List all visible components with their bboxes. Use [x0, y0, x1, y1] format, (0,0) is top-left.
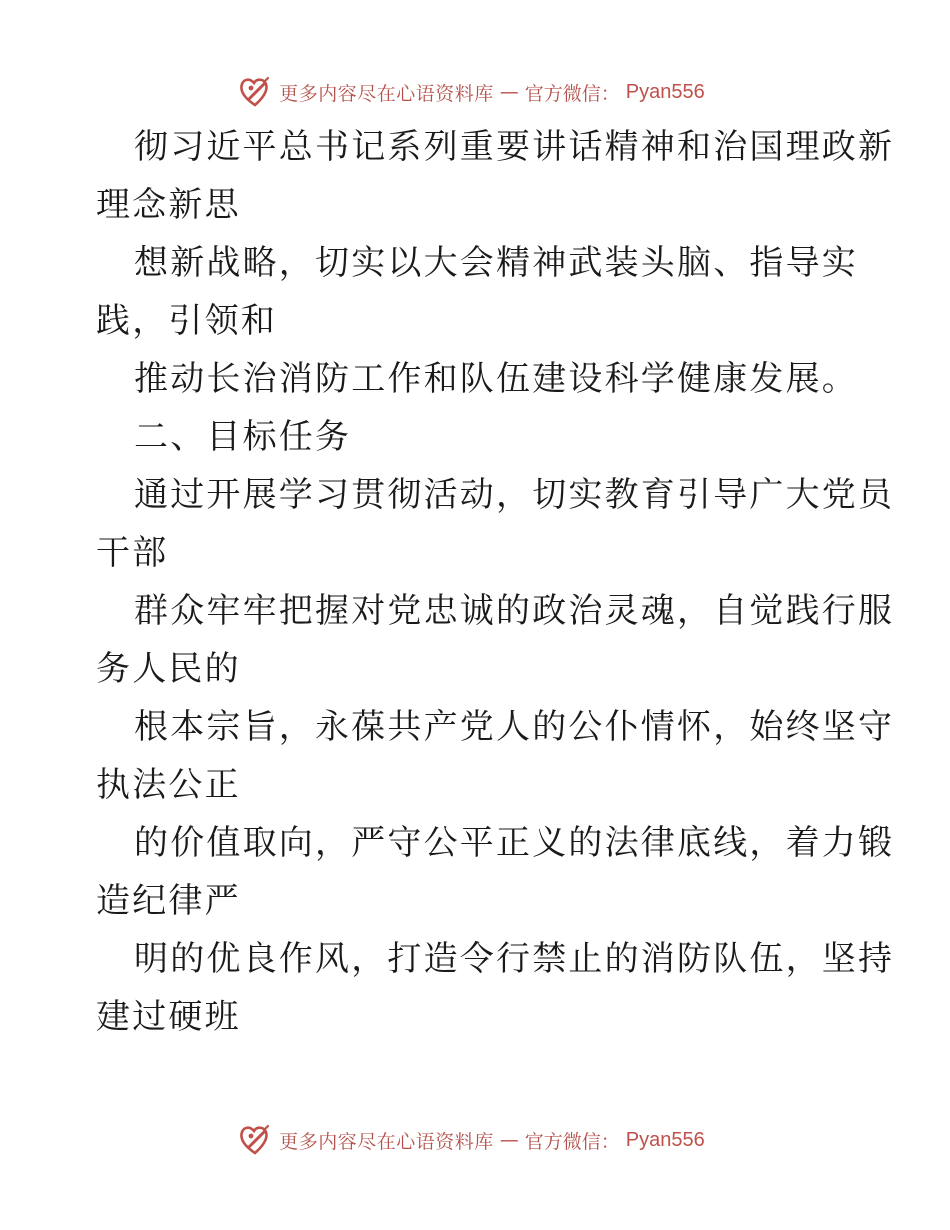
document-body	[96, 118, 895, 1046]
header-watermark	[0, 72, 950, 112]
watermark-wechat-id: Pyan556	[625, 80, 705, 103]
body-line: 践，引领和	[96, 301, 277, 341]
watermark-wechat-id: Pyan556	[625, 1128, 705, 1151]
body-line: 明的优良作风，打造令行禁止的消防队伍，坚持	[134, 939, 895, 979]
body-line: 执法公正	[96, 765, 241, 805]
body-line: 通过开展学习贯彻活动，切实教育引导广大党员	[134, 475, 895, 515]
body-line: 的价值取向，严守公平正义的法律底线，着力锻	[134, 823, 895, 863]
body-line: 务人民的	[96, 649, 241, 689]
watermark-wechat-label: 官方微信：	[524, 1130, 620, 1153]
section-heading: 二、目标任务	[134, 417, 352, 457]
body-line: 理念新思	[96, 185, 241, 225]
watermark-wechat-label: 官方微信：	[524, 82, 620, 105]
watermark-separator: —	[499, 81, 519, 103]
body-line: 想新战略，切实以大会精神武装头脑、指导实	[134, 243, 858, 283]
body-line: 根本宗旨，永葆共产党人的公仆情怀，始终坚守	[134, 707, 895, 747]
body-line: 群众牢牢把握对党忠诚的政治灵魂，自觉践行服	[134, 591, 895, 631]
heart-pen-logo-icon	[237, 74, 273, 110]
body-line: 造纪律严	[96, 881, 241, 921]
watermark-banner	[237, 74, 705, 110]
heart-pen-logo-icon	[237, 1122, 273, 1158]
watermark-banner	[237, 1122, 705, 1158]
watermark-site-text: 更多内容尽在心语资料库	[279, 1130, 494, 1153]
footer-watermark	[0, 1120, 950, 1160]
body-line: 推动长治消防工作和队伍建设科学健康发展。	[134, 359, 858, 399]
body-line: 干部	[96, 533, 169, 573]
watermark-site-text: 更多内容尽在心语资料库	[279, 82, 494, 105]
watermark-separator: —	[499, 1129, 519, 1151]
body-line: 彻习近平总书记系列重要讲话精神和治国理政新	[134, 127, 895, 167]
body-line: 建过硬班	[96, 997, 241, 1037]
